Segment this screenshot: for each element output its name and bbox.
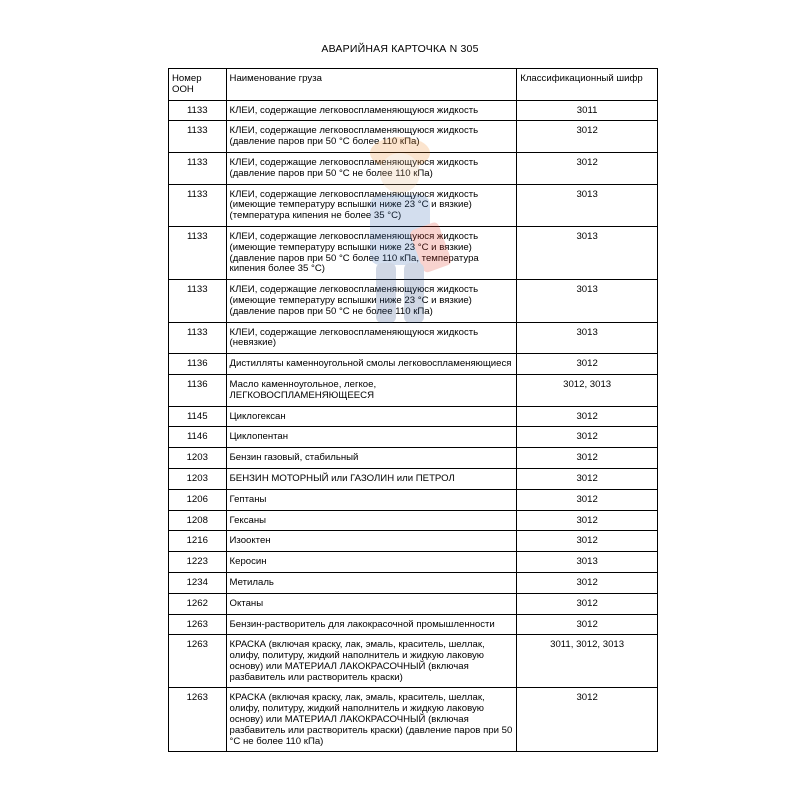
- classification-code-cell: 3013: [517, 280, 658, 322]
- un-number-cell: 1133: [169, 184, 227, 226]
- classification-code-cell: 3013: [517, 322, 658, 354]
- un-number-cell: 1133: [169, 322, 227, 354]
- table-row: [169, 635, 658, 688]
- un-number-cell: 1203: [169, 448, 227, 469]
- un-number-cell: 1208: [169, 510, 227, 531]
- un-number-cell: 1262: [169, 593, 227, 614]
- cargo-name-cell: Бензин газовый, стабильный: [226, 448, 517, 469]
- cargo-name-cell: Циклопентан: [226, 427, 517, 448]
- table-row: [169, 572, 658, 593]
- un-number-cell: 1145: [169, 406, 227, 427]
- un-number-cell: 1146: [169, 427, 227, 448]
- un-number-cell: 1206: [169, 489, 227, 510]
- classification-code-cell: 3013: [517, 184, 658, 226]
- table-row: [169, 322, 658, 354]
- un-number-cell: 1136: [169, 374, 227, 406]
- table-row: [169, 280, 658, 322]
- classification-code-cell: 3012: [517, 593, 658, 614]
- un-number-cell: 1263: [169, 688, 227, 752]
- table-row: [169, 531, 658, 552]
- table-row: [169, 226, 658, 279]
- table-row: [169, 614, 658, 635]
- cargo-name-cell: Дистилляты каменноугольной смолы легковоспламеняющиеся: [226, 354, 517, 375]
- classification-code-cell: 3012: [517, 406, 658, 427]
- un-number-cell: 1136: [169, 354, 227, 375]
- un-number-cell: 1133: [169, 280, 227, 322]
- table-row: [169, 468, 658, 489]
- hazard-card-table: [168, 68, 658, 752]
- classification-code-cell: 3012: [517, 489, 658, 510]
- cargo-name-cell: Бензин-растворитель для лакокрасочной промышленности: [226, 614, 517, 635]
- cargo-name-cell: Метилаль: [226, 572, 517, 593]
- table-row: [169, 121, 658, 153]
- table-row: [169, 510, 658, 531]
- un-number-cell: 1263: [169, 614, 227, 635]
- column-header-un-number: Номер ООН: [169, 69, 227, 101]
- cargo-name-cell: Октаны: [226, 593, 517, 614]
- table-header-row: [169, 69, 658, 101]
- table-row: [169, 184, 658, 226]
- un-number-cell: 1234: [169, 572, 227, 593]
- cargo-name-cell: КРАСКА (включая краску, лак, эмаль, краситель, шеллак, олифу, политуру, жидкий наполнитель и жидкую лаковую основу) или МАТЕРИАЛ ЛАКОКРАСОЧНЫЙ (включая разбавитель или растворитель краски): [226, 635, 517, 688]
- cargo-name-cell: Гептаны: [226, 489, 517, 510]
- table-row: [169, 688, 658, 752]
- table-row: [169, 427, 658, 448]
- cargo-name-cell: Циклогексан: [226, 406, 517, 427]
- cargo-name-cell: КЛЕИ, содержащие легковоспламеняющуюся жидкость (давление паров при 50 °С более 110 кПа): [226, 121, 517, 153]
- column-header-classification-code: Классификационный шифр: [517, 69, 658, 101]
- table-row: [169, 448, 658, 469]
- classification-code-cell: 3012: [517, 614, 658, 635]
- classification-code-cell: 3011, 3012, 3013: [517, 635, 658, 688]
- classification-code-cell: 3012: [517, 510, 658, 531]
- table-row: [169, 552, 658, 573]
- cargo-name-cell: КРАСКА (включая краску, лак, эмаль, краситель, шеллак, олифу, политуру, жидкий наполнитель и жидкую лаковую основу) или МАТЕРИАЛ ЛАКОКРАСОЧНЫЙ (включая разбавитель или растворитель краски) (давление паров при 50 °С не более 110 кПа): [226, 688, 517, 752]
- classification-code-cell: 3013: [517, 226, 658, 279]
- cargo-name-cell: КЛЕИ, содержащие легковоспламеняющуюся жидкость (невязкие): [226, 322, 517, 354]
- table-row: [169, 406, 658, 427]
- classification-code-cell: 3012: [517, 121, 658, 153]
- un-number-cell: 1133: [169, 152, 227, 184]
- column-header-cargo-name: Наименование груза: [226, 69, 517, 101]
- classification-code-cell: 3012: [517, 688, 658, 752]
- cargo-name-cell: КЛЕИ, содержащие легковоспламеняющуюся жидкость (имеющие температуру вспышки ниже 23 °С и вязкие) (давление паров при 50 °С не более 110 кПа): [226, 280, 517, 322]
- un-number-cell: 1133: [169, 100, 227, 121]
- classification-code-cell: 3012: [517, 531, 658, 552]
- cargo-name-cell: Гексаны: [226, 510, 517, 531]
- un-number-cell: 1263: [169, 635, 227, 688]
- classification-code-cell: 3012: [517, 354, 658, 375]
- table-row: [169, 354, 658, 375]
- document-title: АВАРИЙНАЯ КАРТОЧКА N 305: [321, 43, 479, 55]
- cargo-name-cell: КЛЕИ, содержащие легковоспламеняющуюся жидкость: [226, 100, 517, 121]
- classification-code-cell: 3011: [517, 100, 658, 121]
- un-number-cell: 1216: [169, 531, 227, 552]
- table-row: [169, 593, 658, 614]
- classification-code-cell: 3012: [517, 572, 658, 593]
- cargo-name-cell: Керосин: [226, 552, 517, 573]
- classification-code-cell: 3012, 3013: [517, 374, 658, 406]
- classification-code-cell: 3012: [517, 152, 658, 184]
- classification-code-cell: 3013: [517, 552, 658, 573]
- un-number-cell: 1203: [169, 468, 227, 489]
- cargo-name-cell: Изооктен: [226, 531, 517, 552]
- classification-code-cell: 3012: [517, 468, 658, 489]
- un-number-cell: 1133: [169, 121, 227, 153]
- table-row: [169, 152, 658, 184]
- cargo-name-cell: КЛЕИ, содержащие легковоспламеняющуюся жидкость (имеющие температуру вспышки ниже 23 °С и вязкие) (температура кипения не более 35 °С): [226, 184, 517, 226]
- cargo-name-cell: БЕНЗИН МОТОРНЫЙ или ГАЗОЛИН или ПЕТРОЛ: [226, 468, 517, 489]
- cargo-name-cell: Масло каменноугольное, легкое, ЛЕГКОВОСПЛАМЕНЯЮЩЕЕСЯ: [226, 374, 517, 406]
- un-number-cell: 1223: [169, 552, 227, 573]
- table-row: [169, 489, 658, 510]
- classification-code-cell: 3012: [517, 427, 658, 448]
- cargo-name-cell: КЛЕИ, содержащие легковоспламеняющуюся жидкость (давление паров при 50 °С не более 110 кПа): [226, 152, 517, 184]
- classification-code-cell: 3012: [517, 448, 658, 469]
- table-body: [169, 100, 658, 752]
- cargo-name-cell: КЛЕИ, содержащие легковоспламеняющуюся жидкость (имеющие температуру вспышки ниже 23 °С и вязкие) (давление паров при 50 °С более 110 кПа, температура кипения более 35 °С): [226, 226, 517, 279]
- table-row: [169, 374, 658, 406]
- table-row: [169, 100, 658, 121]
- un-number-cell: 1133: [169, 226, 227, 279]
